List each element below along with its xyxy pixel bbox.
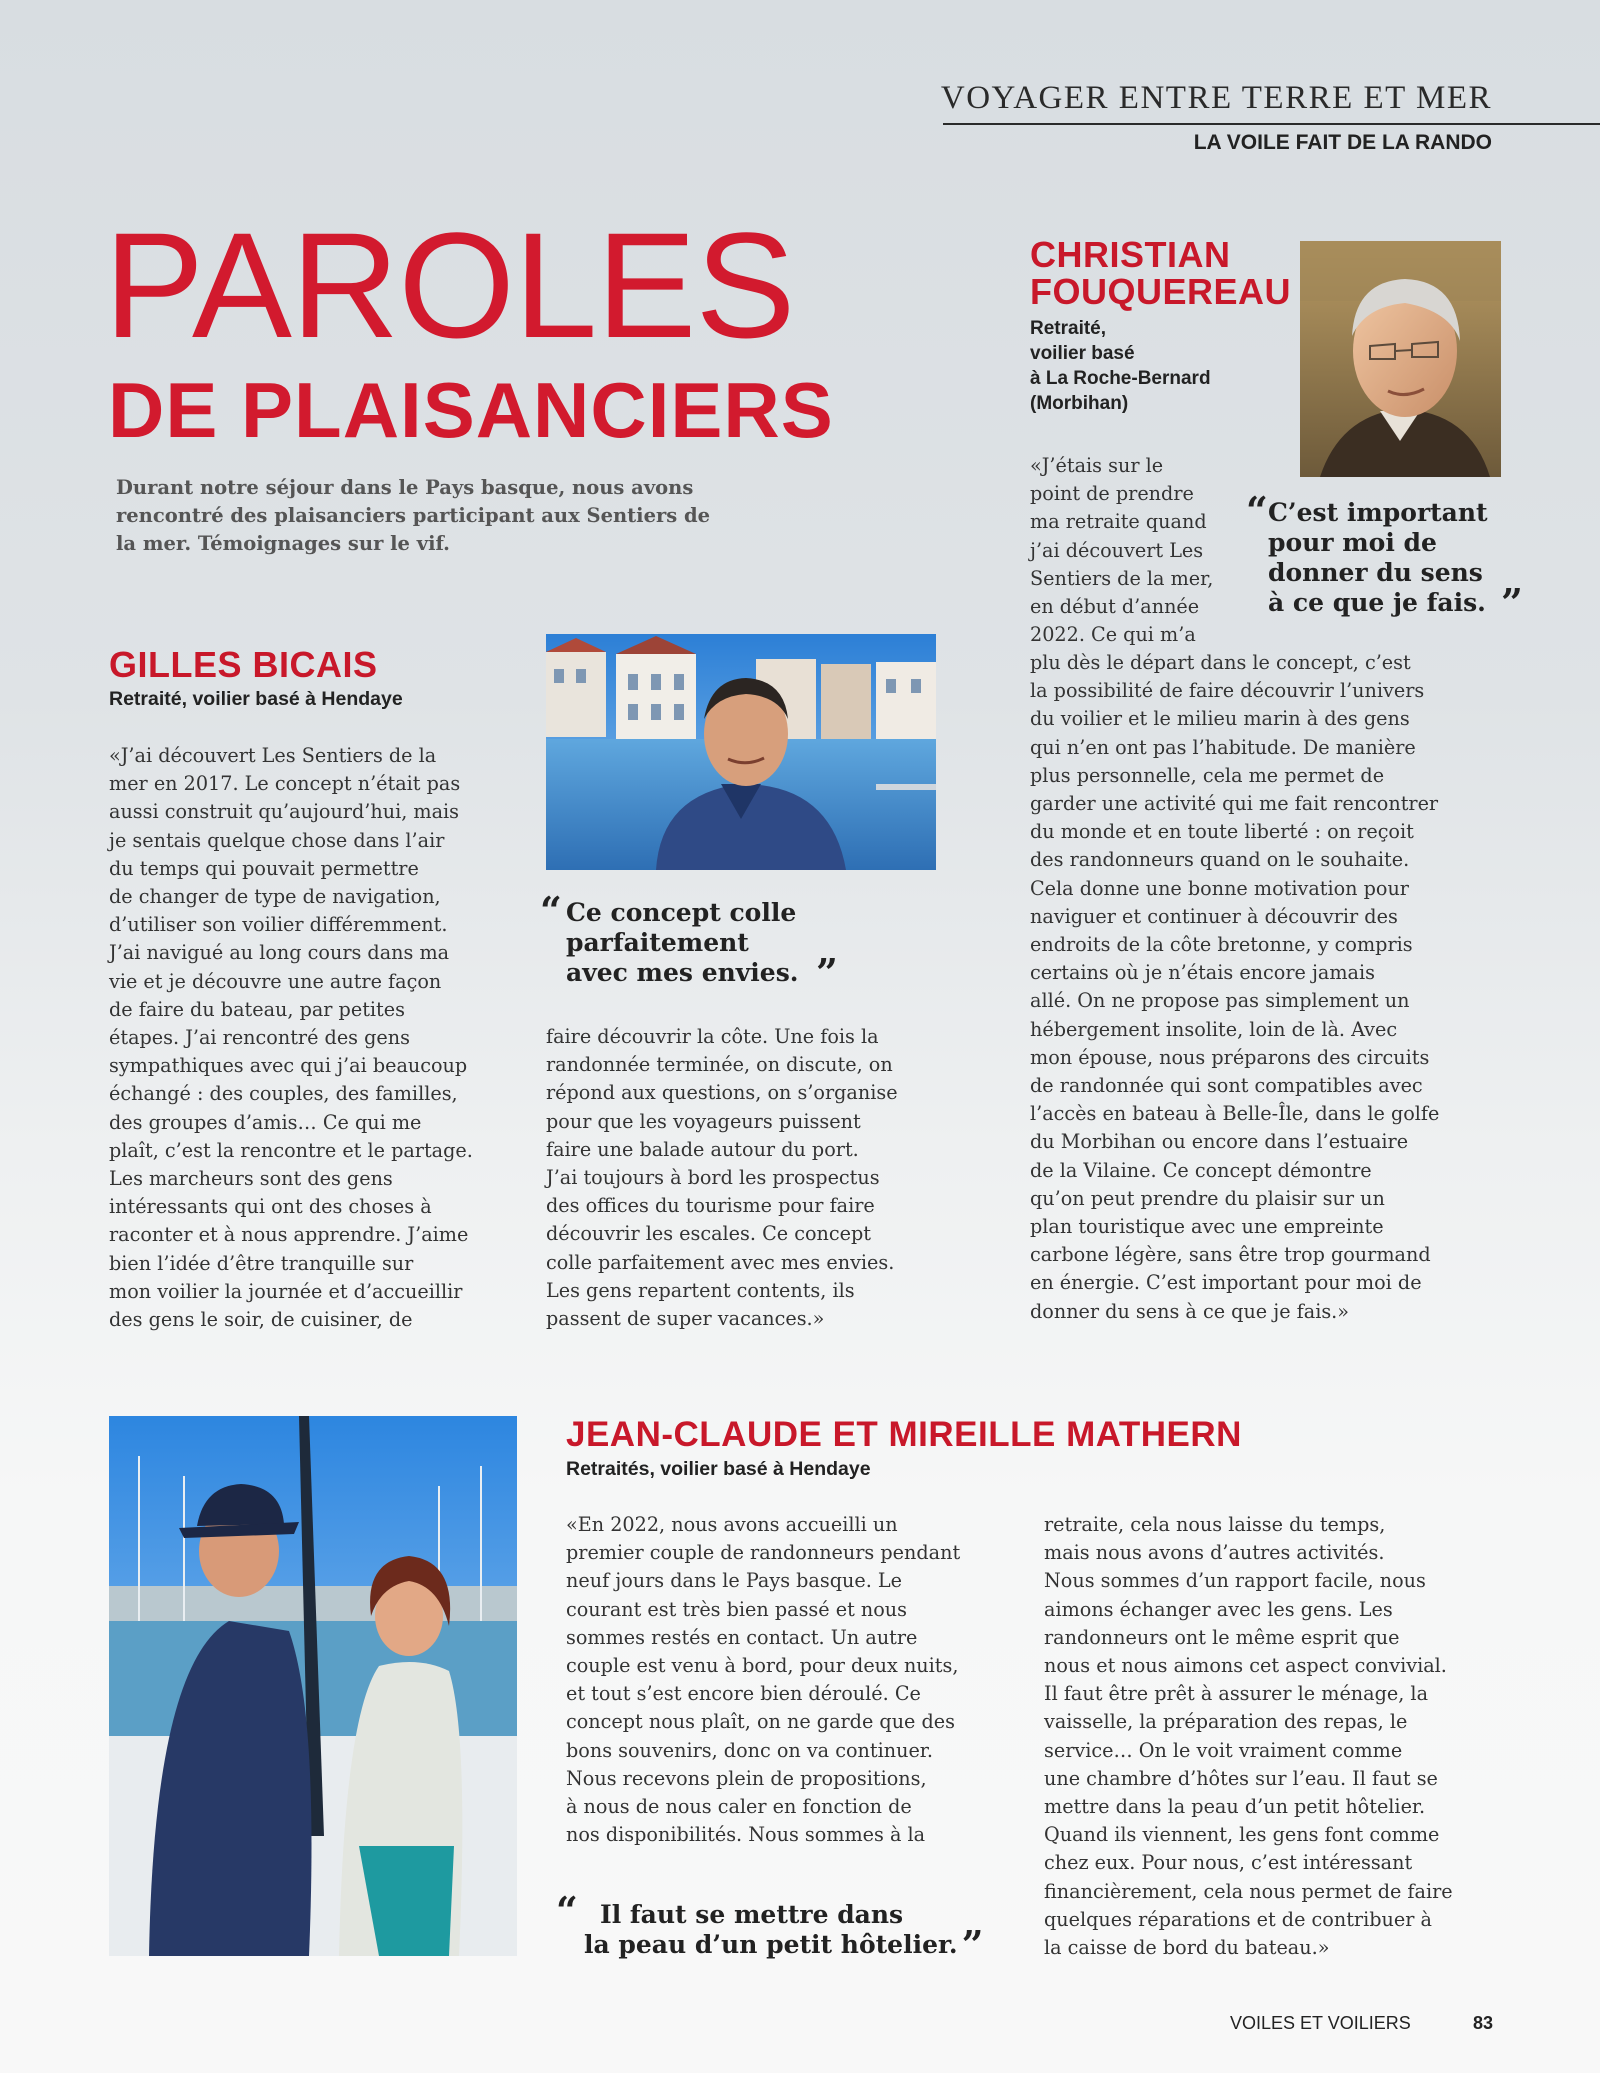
christian-portrait-photo: [1300, 241, 1501, 477]
gilles-pullquote: [540, 888, 926, 995]
gilles-pullquote-text: Ce concept colle parfaitement avec mes envies.: [566, 898, 799, 987]
quote-open-mark: “: [540, 888, 562, 933]
christian-name: [1030, 236, 1291, 310]
article-intro: Durant notre séjour dans le Pays basque, nous avons rencontré des plaisanciers participant aux Sentiers de la mer. Témoignages sur le vif.: [116, 476, 711, 555]
page-number: 83: [1473, 2013, 1494, 2033]
christian-name-line1: CHRISTIAN: [1030, 234, 1231, 275]
footer-magazine: VOILES ET VOILIERS: [1230, 2013, 1411, 2033]
mathern-name: JEAN-CLAUDE ET MIREILLE MATHERN: [566, 1415, 1242, 1454]
mathern-couple-photo: [109, 1416, 517, 1956]
section-subtitle: LA VOILE FAIT DE LA RANDO: [1193, 131, 1492, 154]
mathern-role: Retraités, voilier basé à Hendaye: [566, 1458, 871, 1480]
mathern-pullquote-line1: Il faut se mettre dans: [600, 1900, 904, 1929]
mathern-text-col1: «En 2022, nous avons accueilli un premier couple de randonneurs pendant neuf jours dans le Pays basque. Le courant est très bien passé et nous sommes restés en contact. Un autre couple est venu à bord, pour deux nuits, et tout s’est encore bien déroulé. Ce concept nous plaît, on ne garde que des bons souvenirs, donc on va continuer. Nous recevons plein de propositions, à nous de nous caler en fonction de nos disponibilités. Nous sommes à la: [566, 1513, 961, 1847]
christian-text-wide: plu dès le départ dans le concept, c’est la possibilité de faire découvrir l’univers du voilier et le milieu marin à des gens qui n’en ont pas l’habitude. De manière plus personnelle, cela me permet de garder une activité qui me fait rencontrer du monde et en toute liberté : on reçoit des randonneurs quand on le souhaite. Cela donne une bonne motivation pour naviguer et continuer à découvrir des endroits de la côte bretonne, y compris certains où je n’étais encore jamais allé. On ne propose pas simplement un hébergement insolite, loin de là. Avec mon épouse, nous préparons des circuits de randonnée qui sont compatibles avec l’accès en bateau à Belle-Île, dans le golfe du Morbihan ou encore dans l’estuaire de la Vilaine. Ce concept démontre qu’on peut prendre du plaisir sur un plan touristique avec une empreinte carbone légère, sans être trop gourmand en énergie. C’est important pour moi de donner du sens à ce que je fais.»: [1030, 651, 1440, 1323]
quote-close-mark: ”: [816, 950, 838, 995]
article-title-light: PAROLES: [104, 201, 795, 369]
quote-close-mark: ”: [961, 1922, 984, 1967]
header-rule: [943, 123, 1600, 125]
gilles-text-col1: «J’ai découvert Les Sentiers de la mer en 2017. Le concept n’était pas aussi construit qu’aujourd’hui, mais je sentais quelque chose dans l’air du temps qui pouvait permettre de changer de type de navigation, d’utiliser son voilier différemment. J’ai navigué au long cours dans ma vie et je découvre une autre façon de faire du bateau, par petites étapes. J’ai rencontré des gens sympathiques avec qui j’ai beaucoup échangé : des couples, des familles, des groupes d’amis… Ce qui me plaît, c’est la rencontre et le partage. Les marcheurs sont des gens intéressants qui ont des choses à raconter et à nous apprendre. J’aime bien l’idée d’être tranquille sur mon voilier la journée et d’accueillir des gens le soir, de cuisiner, de: [109, 744, 473, 1332]
christian-text-narrow: «J’étais sur le point de prendre ma retraite quand j’ai découvert Les Sentiers de la mer, en début d’année 2022. Ce qui m’a: [1030, 454, 1214, 647]
gilles-text-col2: faire découvrir la côte. Une fois la randonnée terminée, on discute, on répond aux questions, on s’organise pour que les voyageurs puissent faire une balade autour du port. J’ai toujours à bord les prospectus des offices du tourisme pour faire découvrir les escales. Ce concept colle parfaitement avec mes envies. Les gens repartent contents, ils passent de super vacances.»: [546, 1025, 898, 1331]
quote-open-mark: “: [556, 1888, 578, 1933]
christian-role: Retraité, voilier basé à La Roche-Bernard (Morbihan): [1030, 318, 1211, 414]
quote-close-mark: ”: [1501, 580, 1523, 625]
article-title-bold: DE PLAISANCIERS: [108, 366, 834, 454]
gilles-name: GILLES BICAIS: [109, 644, 378, 685]
christian-pullquote: [1246, 488, 1528, 625]
mathern-text-col2: retraite, cela nous laisse du temps, mais nous avons d’autres activités. Nous sommes d’un rapport facile, nous aimons échanger avec les gens. Les randonneurs ont le même esprit que nous et nous aimons cet aspect convivial. Il faut être prêt à assurer le ménage, la vaisselle, la préparation des repas, le service… On le voit vraiment comme une chambre d’hôtes sur l’eau. Il faut se mettre dans la peau d’un petit hôtelier. Quand ils viennent, les gens font comme chez eux. Pour nous, c’est intéressant financièrement, cela nous permet de faire quelques réparations et de contribuer à la caisse de bord du bateau.»: [1044, 1513, 1453, 1960]
section-title: VOYAGER ENTRE TERRE ET MER: [940, 80, 1492, 116]
mathern-pullquote-line2: [566, 1922, 1036, 1967]
mathern-pullquote-line2-text: la peau d’un petit hôtelier.: [584, 1930, 958, 1959]
quote-open-mark: “: [1246, 488, 1268, 533]
gilles-photo: [546, 634, 936, 870]
christian-pullquote-text: C’est important pour moi de donner du sens à ce que je fais.: [1268, 498, 1488, 617]
gilles-role: Retraité, voilier basé à Hendaye: [109, 688, 403, 710]
christian-name-line2: FOUQUEREAU: [1030, 271, 1292, 312]
mathern-pullquote: [556, 1888, 1036, 1967]
